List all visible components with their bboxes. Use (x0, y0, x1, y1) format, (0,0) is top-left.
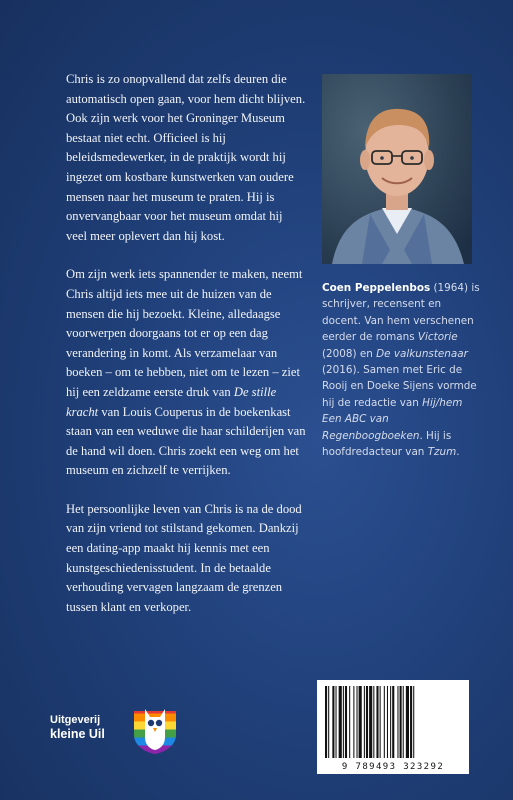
blurb-paragraph-3: Het persoonlijke leven van Chris is na de dood van zijn vriend tot stilstand gekomen. Dankzij een dating-app maakt hij kennis met een kunstgeschiedenisstudent. In de betaalde verhouding vervagen langzaam de grenzen tussen klant en verkoper. (66, 501, 302, 614)
magazine-title-tzum: Tzum (427, 446, 457, 459)
isbn-number: 9 789493 323292 (341, 762, 445, 772)
author-photo (322, 74, 472, 264)
book-title-abc-regenboogboeken: Hij/hem Een ABC van Regenboogboeken (322, 396, 463, 442)
isbn-barcode (317, 680, 469, 774)
author-name: Coen Peppelenbos (322, 282, 431, 294)
blurb-paragraph-2: Om zijn werk iets spannender te maken, neemt Chris altijd iets mee uit de huizen van de mensen die hij bezoekt. Kleine, alledaagse voorwerpen doorgaans tot er op een dag verandering in komt. Als verzamelaar van boeken – om te hebben, niet om te lezen – ziet hij een zeldzame eerste druk van De stille kracht van Louis Couperus in de boekenkast staan van een weduwe die haar schilderijen van de hand wil doen. Chris zoekt een weg om het museum en zichzelf te verrijken. (66, 267, 306, 478)
barcode-bars (317, 680, 469, 762)
book-title-de-stille-kracht: De stille kracht (66, 384, 277, 419)
publisher-logo (50, 705, 190, 755)
author-bio: Coen Peppelenbos (1964) is schrijver, recensent en docent. Van hem verschenen eerder de romans Victorie (2008) en De valkunstenaar (2016). Samen met Eric de Rooij en Doeke Sijens vormde hij de redactie van Hij/hem Een ABC van Regenboogboeken. Hij is hoofdredacteur van Tzum. (322, 282, 480, 459)
book-title-de-valkunstenaar: De valkunstenaar (376, 347, 468, 360)
book-title-victorie: Victorie (417, 331, 458, 344)
owl-icon (130, 705, 180, 755)
publisher-name: Uitgeverij kleine Uil (50, 714, 105, 741)
author-portrait-illustration (322, 74, 472, 264)
blurb-paragraph-1: Chris is zo onopvallend dat zelfs deuren die automatisch open gaan, voor hem dicht blijven. Ook zijn werk voor het Groninger Museum bestaat niet echt. Officieel is hij beleidsmedewerker, in de praktijk wordt hij ingezet om kostbare kunstwerken van oudere mensen naar het museum te praten. Hij is onvervangbaar voor het museum omdat hij veel meer oplevert dan hij kost. (66, 72, 306, 243)
blurb-text (66, 70, 306, 636)
